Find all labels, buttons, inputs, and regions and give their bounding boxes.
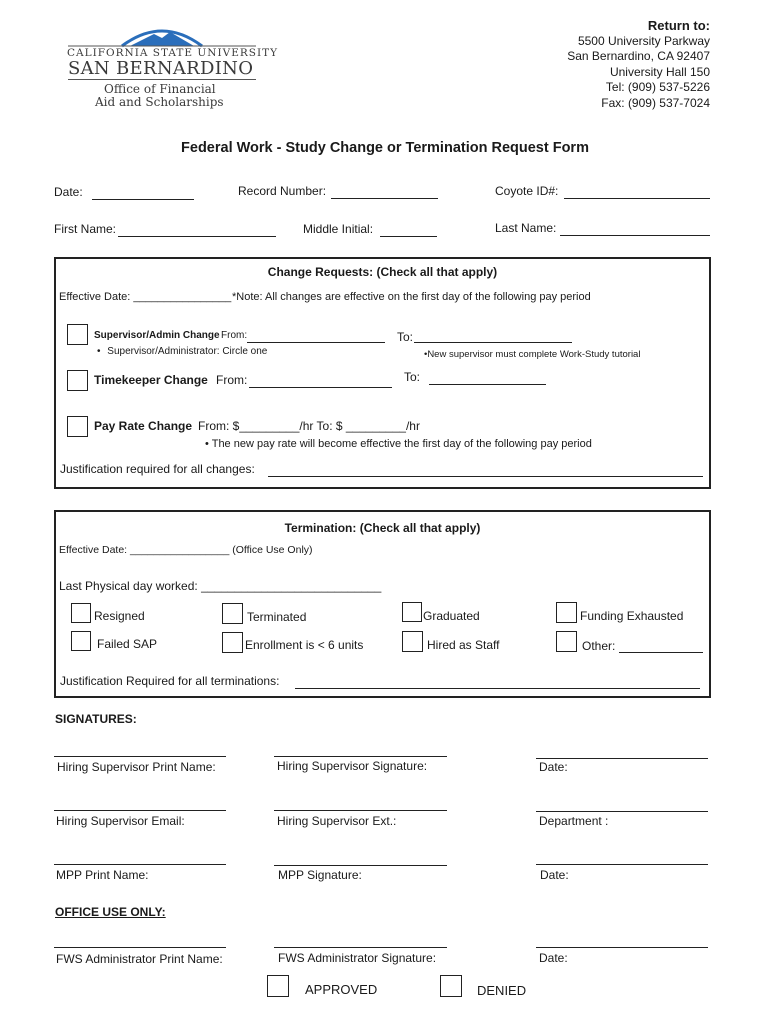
- supervisor-from-label: From:: [221, 330, 248, 341]
- change-requests-title: Change Requests: (Check all that apply): [267, 265, 498, 279]
- mpp-print-name-field[interactable]: [54, 864, 226, 865]
- hiring-supervisor-email-label: Hiring Supervisor Email:: [56, 814, 185, 828]
- coyote-id-label: Coyote ID#:: [495, 184, 559, 198]
- supervisor-change-checkbox[interactable]: [67, 324, 88, 345]
- date-field[interactable]: [92, 199, 194, 200]
- logo-line-3: Office of Financial: [104, 82, 216, 96]
- hiring-supervisor-email-field[interactable]: [54, 810, 226, 811]
- graduated-label: Graduated: [423, 609, 480, 623]
- timekeeper-change-checkbox[interactable]: [67, 370, 88, 391]
- hiring-supervisor-signature-field[interactable]: [274, 756, 447, 757]
- fws-admin-print-name-field[interactable]: [54, 947, 226, 948]
- fws-admin-signature-label: FWS Administrator Signature:: [278, 951, 437, 965]
- terminated-checkbox[interactable]: [222, 603, 243, 624]
- supervisor-note: •New supervisor must complete Work-Study tutorial: [424, 349, 641, 360]
- address-line: San Bernardino, CA 92407: [567, 49, 710, 63]
- return-to-label: Return to:: [647, 18, 710, 33]
- failed-sap-checkbox[interactable]: [71, 631, 91, 651]
- form-title: Federal Work - Study Change or Termination Request Form: [181, 140, 589, 156]
- mpp-signature-label: MPP Signature:: [278, 868, 362, 882]
- supervisor-to-field[interactable]: [414, 342, 572, 343]
- supervisor-to-label: To:: [397, 330, 414, 344]
- department-label: Department :: [539, 814, 609, 828]
- enrollment-checkbox[interactable]: [222, 632, 243, 653]
- terminated-label: Terminated: [247, 610, 307, 624]
- office-use-heading: OFFICE USE ONLY:: [55, 905, 166, 919]
- approved-label: APPROVED: [305, 982, 378, 997]
- pay-rate-note: [205, 438, 592, 450]
- hiring-supervisor-print-name-field[interactable]: [54, 756, 226, 757]
- resigned-checkbox[interactable]: [71, 603, 91, 623]
- supervisor-bullet-text: Supervisor/Administrator: Circle one: [107, 346, 268, 357]
- date-label-2: Date:: [540, 868, 569, 882]
- hiring-supervisor-ext-label: Hiring Supervisor Ext.:: [277, 814, 397, 828]
- date-field-1[interactable]: [536, 758, 708, 759]
- pay-rate-change-label: Pay Rate Change: [94, 419, 193, 433]
- timekeeper-from-label: From:: [216, 373, 248, 387]
- supervisor-change-label: Supervisor/Admin Change: [94, 330, 220, 341]
- fws-admin-signature-field[interactable]: [274, 947, 447, 948]
- university-logo: [62, 22, 279, 114]
- logo-line-1: CALIFORNIA STATE UNIVERSITY: [67, 47, 279, 59]
- funding-exhausted-checkbox[interactable]: [556, 602, 577, 623]
- return-address: [567, 18, 710, 111]
- termination-justification-label: Justification Required for all terminations:: [60, 674, 280, 688]
- supervisor-bullet: [97, 346, 267, 357]
- date-label-3: Date:: [539, 951, 568, 965]
- phone: Tel: (909) 537-5226: [605, 80, 710, 94]
- timekeeper-to-label: To:: [404, 370, 421, 384]
- denied-checkbox[interactable]: [440, 975, 462, 997]
- other-label: Other:: [582, 639, 616, 653]
- termination-section: [54, 510, 711, 698]
- coyote-id-field[interactable]: [564, 198, 710, 199]
- hiring-supervisor-signature-label: Hiring Supervisor Signature:: [277, 759, 428, 773]
- change-justification-field[interactable]: [268, 476, 703, 477]
- timekeeper-to-field[interactable]: [429, 384, 546, 385]
- termination-title: Termination: (Check all that apply): [284, 521, 481, 535]
- funding-exhausted-label: Funding Exhausted: [580, 609, 684, 623]
- timekeeper-change-label: Timekeeper Change: [94, 373, 208, 387]
- last-name-label: Last Name:: [495, 221, 557, 235]
- last-name-field[interactable]: [560, 235, 710, 236]
- change-effective-date[interactable]: Effective Date: ________________: [59, 291, 232, 303]
- hiring-supervisor-print-name-label: Hiring Supervisor Print Name:: [57, 760, 216, 774]
- graduated-checkbox[interactable]: [402, 602, 422, 622]
- first-name-label: First Name:: [54, 222, 117, 236]
- date-field-2[interactable]: [536, 864, 708, 865]
- resigned-label: Resigned: [94, 609, 145, 623]
- bullet-icon: •: [205, 438, 209, 450]
- address-line: 5500 University Parkway: [577, 33, 710, 48]
- logo-line-4: Aid and Scholarships: [95, 95, 224, 109]
- hiring-supervisor-ext-field[interactable]: [274, 810, 447, 811]
- record-number-field[interactable]: [331, 198, 438, 199]
- other-checkbox[interactable]: [556, 631, 577, 652]
- supervisor-from-field[interactable]: [247, 342, 385, 343]
- last-physical-day[interactable]: Last Physical day worked: ___________________________: [59, 579, 382, 593]
- date-field-3[interactable]: [536, 947, 708, 948]
- first-name-field[interactable]: [118, 236, 276, 237]
- approved-checkbox[interactable]: [267, 975, 289, 997]
- fax: Fax: (909) 537-7024: [601, 95, 710, 110]
- other-field[interactable]: [619, 652, 703, 653]
- record-number-label: Record Number:: [238, 184, 327, 198]
- change-justification-label: Justification required for all changes:: [60, 462, 255, 476]
- hired-as-staff-label: Hired as Staff: [427, 638, 500, 652]
- enrollment-label: Enrollment is < 6 units: [245, 638, 364, 652]
- bullet-icon: •: [97, 346, 101, 357]
- date-label: Date:: [54, 185, 83, 199]
- change-note: *Note: All changes are effective on the first day of the following pay period: [232, 291, 591, 303]
- middle-initial-field[interactable]: [380, 236, 437, 237]
- hired-as-staff-checkbox[interactable]: [402, 631, 423, 652]
- pay-rate-change-checkbox[interactable]: [67, 416, 88, 437]
- fws-admin-print-name-label: FWS Administrator Print Name:: [56, 952, 223, 966]
- department-field[interactable]: [536, 811, 708, 812]
- pay-rate-fields[interactable]: From: $_________/hr To: $ _________/hr: [198, 419, 420, 433]
- timekeeper-from-field[interactable]: [249, 387, 392, 388]
- termination-justification-field[interactable]: [295, 688, 700, 689]
- logo-line-2: SAN BERNARDINO: [68, 58, 254, 79]
- denied-label: DENIED: [477, 983, 527, 998]
- signatures-heading: SIGNATURES:: [55, 712, 137, 726]
- failed-sap-label: Failed SAP: [97, 637, 158, 651]
- middle-initial-label: Middle Initial:: [303, 222, 374, 236]
- pay-rate-note-text: The new pay rate will become effective the first day of the following pay period: [211, 438, 592, 450]
- address-line: University Hall 150: [609, 64, 710, 79]
- mpp-signature-field[interactable]: [274, 865, 447, 866]
- date-label-1: Date:: [539, 760, 568, 774]
- termination-effective-date[interactable]: Effective Date: _________________ (Office Use Only): [59, 544, 313, 556]
- mpp-print-name-label: MPP Print Name:: [56, 868, 149, 882]
